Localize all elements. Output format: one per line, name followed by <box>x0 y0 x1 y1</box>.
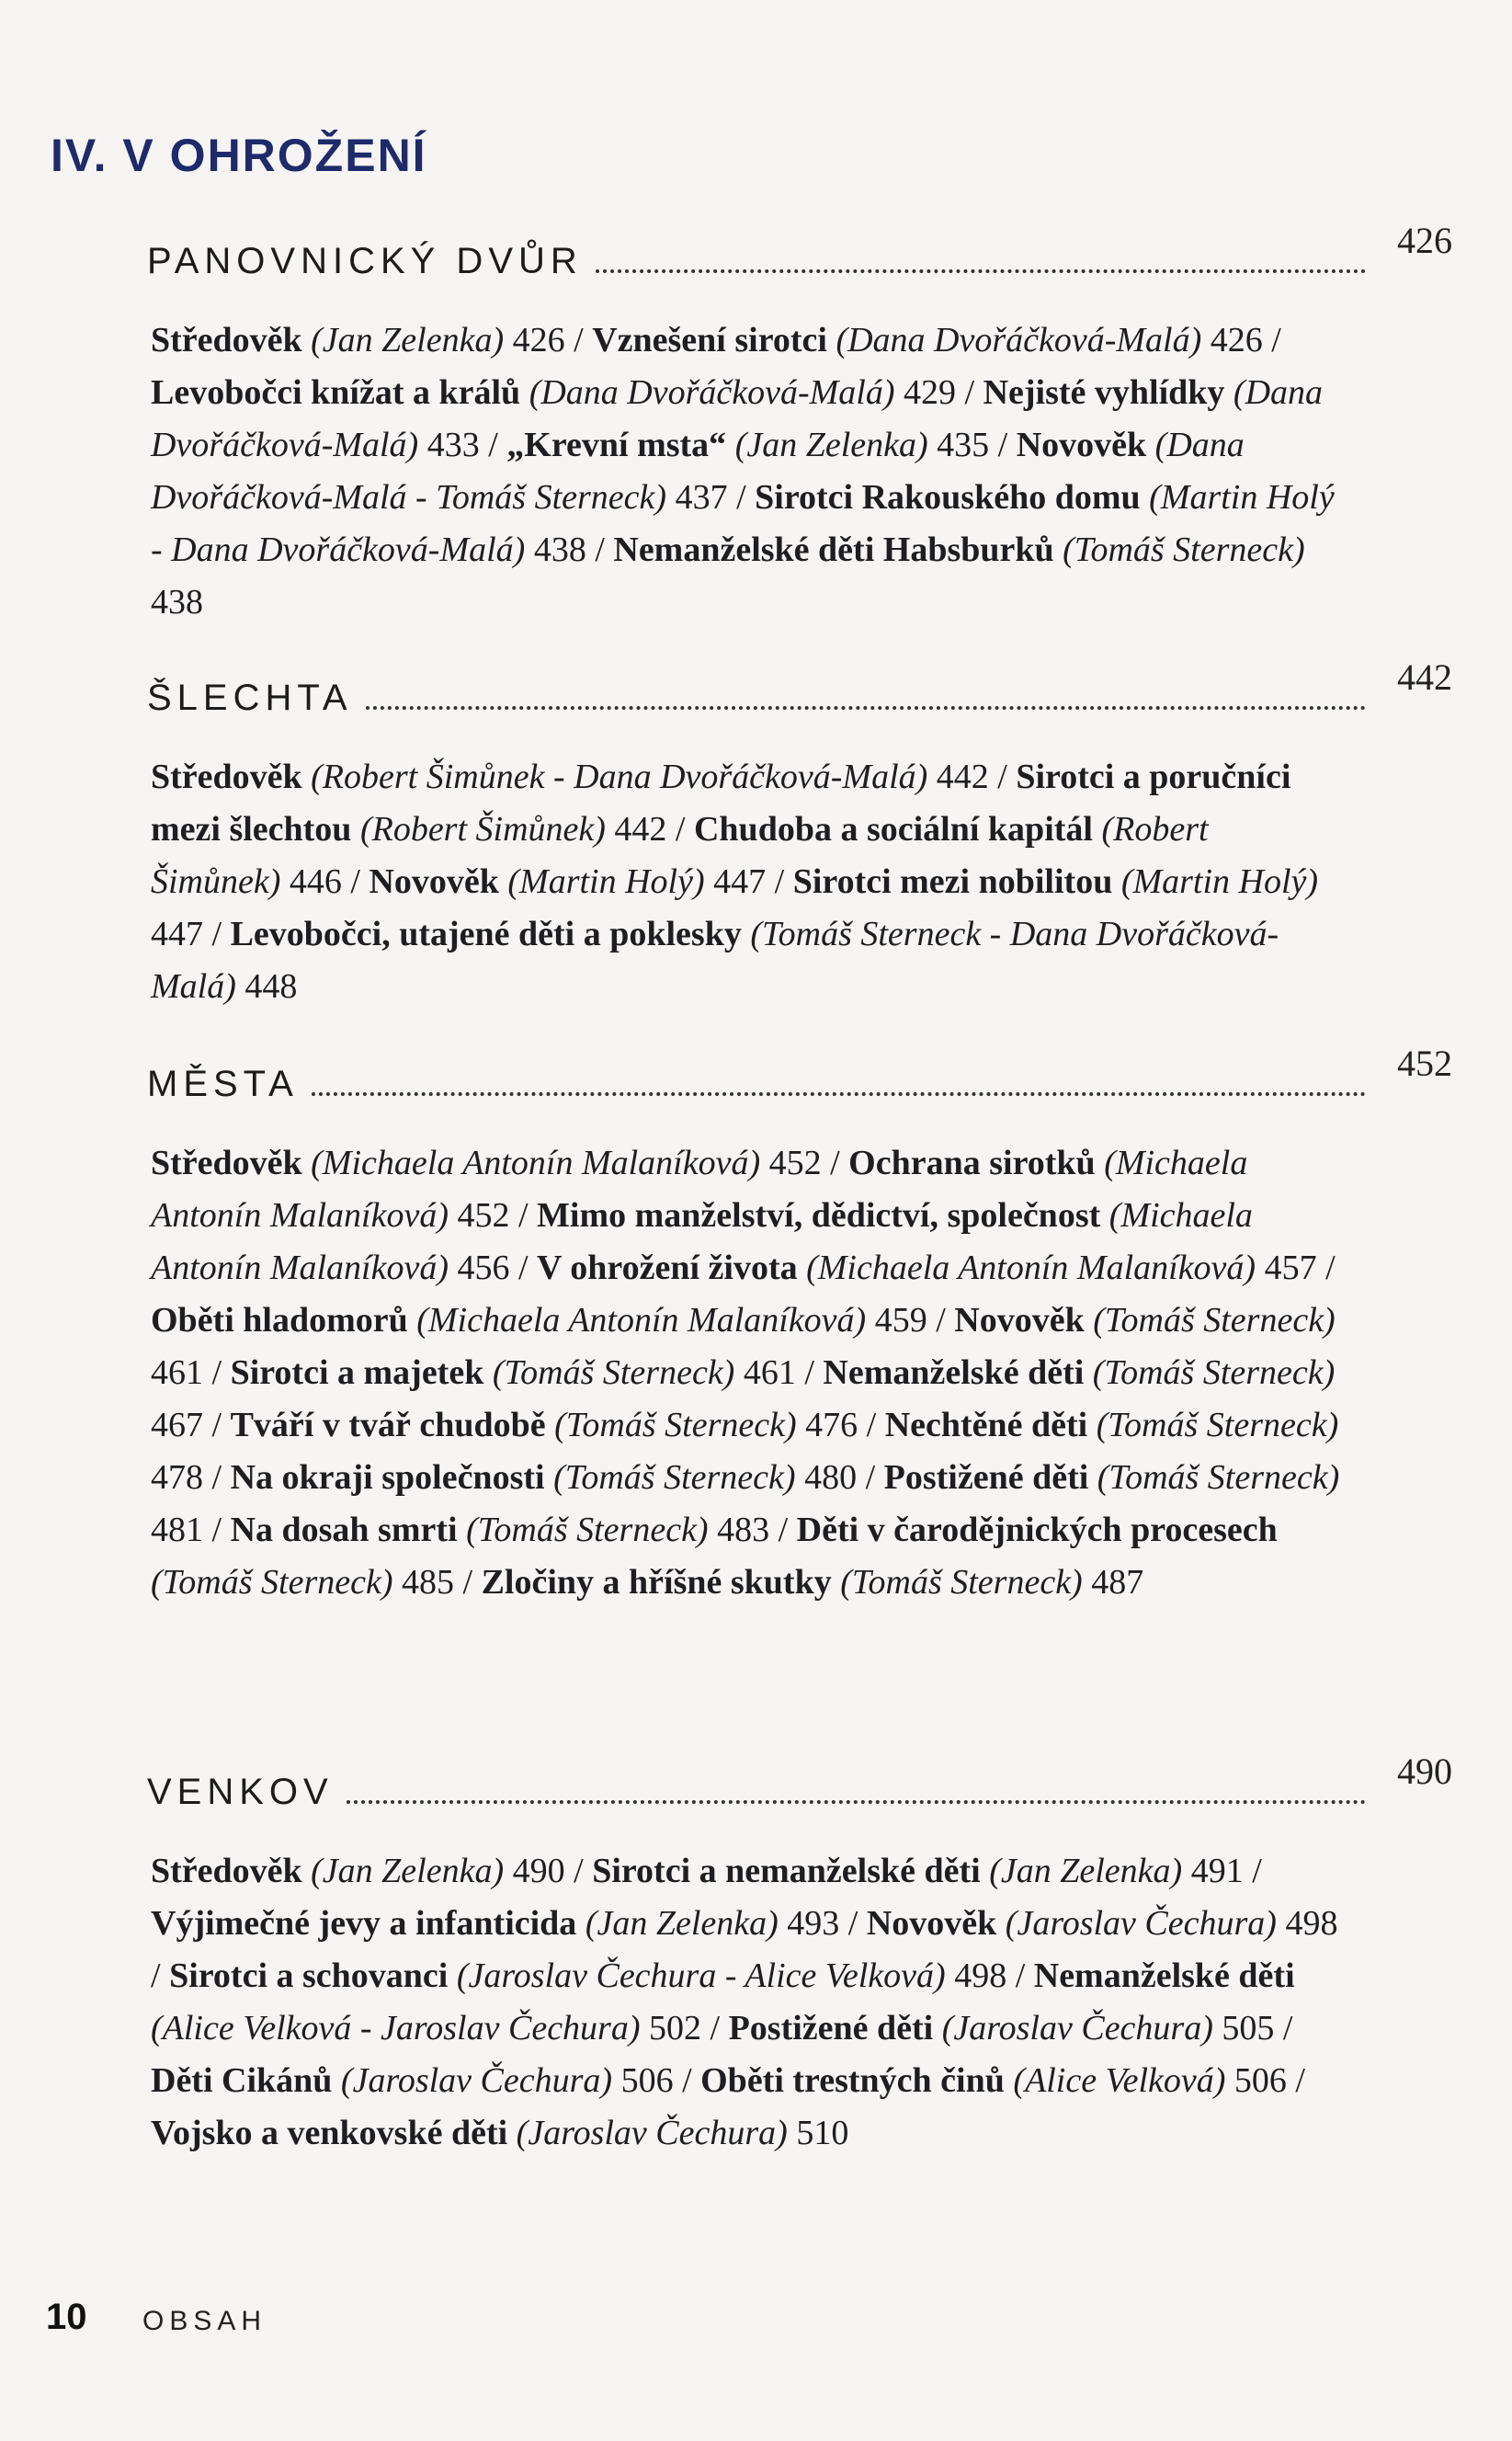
entry-page: 502 <box>649 2009 702 2047</box>
entry-author: (Tomáš Sterneck) <box>492 1353 735 1392</box>
section-page: 442 <box>1397 656 1452 698</box>
toc-entry: Novověk (Martin Holý) 447 / <box>369 862 793 901</box>
entry-title: Oběti trestných činů <box>700 2061 1005 2100</box>
toc-entry: Ochrana sirotků (Michaela Antonín Malaníková) 452 / <box>151 1144 1248 1235</box>
section-page: 426 <box>1397 220 1452 261</box>
section-page: 490 <box>1397 1751 1452 1792</box>
entry-page: 478 <box>151 1458 203 1497</box>
leader-dots <box>366 706 1366 710</box>
toc-entry <box>482 1563 1144 1602</box>
entry-author: (Tomáš Sterneck) <box>840 1563 1083 1602</box>
entry-page: 480 <box>804 1458 858 1497</box>
entry-page: 498 <box>1285 1904 1338 1943</box>
entry-author: (Jan Zelenka) <box>585 1904 779 1943</box>
entry-title: Nemanželské děti <box>823 1353 1085 1392</box>
entry-page: 438 <box>151 583 203 622</box>
entry-page: 435 <box>937 426 990 464</box>
entry-author: (Alice Velková) <box>1013 2061 1226 2100</box>
toc-entry: Sirotci mezi nobilitou (Martin Holý) 447 / <box>151 862 1319 953</box>
entry-page: 448 <box>244 967 298 1006</box>
entry-author: (Tomáš Sterneck) <box>1063 530 1305 569</box>
toc-entry: Výjimečné jevy a infanticida (Jan Zelenka) 493 / <box>151 1904 867 1943</box>
toc-entry: Děti v čarodějnických procesech (Tomáš Sterneck) 485 / <box>151 1511 1278 1602</box>
entry-title: Na dosah smrti <box>230 1511 458 1549</box>
entry-author: (Martin Holý - Dana Dvořáčková-Malá) <box>151 478 1335 569</box>
entry-page: 461 <box>151 1353 203 1392</box>
leader-dots <box>312 1092 1366 1096</box>
section-page: 452 <box>1397 1043 1452 1084</box>
toc-entry: V ohrožení života (Michaela Antonín Malaníková) 457 / <box>537 1249 1336 1287</box>
entry-page: 433 <box>426 426 480 464</box>
entry-author: (Michaela Antonín Malaníková) <box>151 1196 1253 1287</box>
toc-entry: Sirotci Rakouského domu (Martin Holý - Dana Dvořáčková-Malá) 438 / <box>151 478 1335 569</box>
entry-page: 490 <box>512 1852 565 1890</box>
entry-title: Levobočci, utajené děti a poklesky <box>230 915 742 953</box>
toc-entry: Sirotci a nemanželské děti (Jan Zelenka) 491 / <box>592 1852 1262 1890</box>
entry-title: Zločiny a hříšné skutky <box>481 1563 832 1602</box>
entry-title: Novověk <box>369 862 499 901</box>
entry-title: Levobočci knížat a králů <box>151 373 521 412</box>
entry-title: Nemanželské děti <box>1033 1956 1295 1995</box>
entry-list <box>151 1845 1346 2160</box>
entry-title: Sirotci mezi nobilitou <box>792 862 1113 901</box>
toc-entry <box>151 2114 848 2152</box>
entry-author: (Tomáš Sterneck) <box>1097 1458 1340 1497</box>
entry-title: Novověk <box>866 1904 997 1943</box>
entry-page: 467 <box>151 1406 203 1444</box>
entry-page: 485 <box>402 1563 454 1602</box>
entry-title: Sirotci Rakouského domu <box>755 478 1141 517</box>
toc-entry: Nemanželské děti (Tomáš Sterneck) 467 / <box>151 1353 1336 1444</box>
entry-title: Postižené děti <box>728 2009 934 2047</box>
entry-page: 426 <box>1210 321 1263 359</box>
entry-title: Nemanželské děti Habsburků <box>613 530 1054 569</box>
toc-entry: Chudoba a sociální kapitál (Robert Šimůnek) 446 / <box>151 810 1209 901</box>
section-heading <box>147 220 1452 294</box>
entry-author: (Tomáš Sterneck) <box>466 1511 709 1549</box>
entry-title: Vojsko a venkovské děti <box>151 2114 508 2152</box>
entry-page: 429 <box>904 373 956 412</box>
toc-entry: Nemanželské děti (Alice Velková - Jaroslav Čechura) 502 / <box>151 1956 1295 2047</box>
entry-title: Chudoba a sociální kapitál <box>693 810 1093 849</box>
entry-page: 442 <box>614 810 667 849</box>
toc-entry <box>151 915 1279 1006</box>
entry-author: (Jan Zelenka) <box>734 426 928 464</box>
entry-author: (Tomáš Sterneck) <box>1092 1353 1336 1392</box>
toc-entry: Středověk (Robert Šimůnek - Dana Dvořáčková-Malá) 442 / <box>151 758 1017 796</box>
entry-list <box>151 1137 1346 1609</box>
section-slechta <box>147 656 1452 1013</box>
section-title: VENKOV <box>147 1772 334 1812</box>
section-panovnicky-dvur <box>147 220 1452 629</box>
entry-title: Oběti hladomorů <box>151 1301 408 1340</box>
toc-entry: Sirotci a majetek (Tomáš Sterneck) 461 / <box>230 1353 824 1392</box>
toc-entry: Nejisté vyhlídky (Dana Dvořáčková-Malá) 433 / <box>151 373 1324 464</box>
toc-entry: Tváří v tvář chudobě (Tomáš Sterneck) 476 / <box>230 1406 885 1444</box>
toc-entry: Středověk (Jan Zelenka) 426 / <box>151 321 593 359</box>
entry-author: (Michaela Antonín Malaníková) <box>416 1301 867 1340</box>
toc-entry: Nechtěné děti (Tomáš Sterneck) 478 / <box>151 1406 1339 1497</box>
section-title: MĚSTA <box>147 1064 299 1104</box>
entry-author: (Michaela Antonín Malaníková) <box>151 1144 1248 1235</box>
entry-page: 506 <box>620 2061 674 2100</box>
entry-title: Středověk <box>151 1144 302 1182</box>
entry-author: (Robert Šimůnek) <box>359 810 606 849</box>
toc-entry: Novověk (Jaroslav Čechura) 498 / <box>151 1904 1338 1995</box>
entry-author: (Tomáš Sterneck) <box>1093 1301 1336 1340</box>
entry-title: Výjimečné jevy a infanticida <box>151 1904 577 1943</box>
section-venkov <box>147 1751 1452 2160</box>
entry-page: 457 <box>1264 1249 1317 1287</box>
section-heading <box>147 656 1452 731</box>
entry-title: V ohrožení života <box>537 1249 798 1287</box>
page-number: 10 <box>46 2297 87 2337</box>
toc-entry: Děti Cikánů (Jaroslav Čechura) 506 / <box>151 2061 701 2100</box>
entry-author: (Jan Zelenka) <box>311 321 505 359</box>
entry-title: Sirotci a poručníci mezi šlechtou <box>151 758 1291 849</box>
entry-author: (Tomáš Sterneck) <box>151 1563 393 1602</box>
entry-page: 452 <box>457 1196 510 1235</box>
entry-author: (Dana Dvořáčková-Malá) <box>529 373 895 412</box>
toc-entry: Sirotci a schovanci (Jaroslav Čechura - Alice Velková) 498 / <box>169 1956 1034 1995</box>
entry-page: 481 <box>151 1511 203 1549</box>
toc-entry: Levobočci knížat a králů (Dana Dvořáčková-Malá) 429 / <box>151 373 983 412</box>
entry-title: Tváří v tvář chudobě <box>230 1406 546 1444</box>
entry-author: (Jan Zelenka) <box>311 1852 505 1890</box>
entry-title: Novověk <box>954 1301 1085 1340</box>
entry-author: (Jan Zelenka) <box>989 1852 1183 1890</box>
entry-page: 498 <box>954 1956 1007 1995</box>
entry-title: Středověk <box>151 1852 302 1890</box>
toc-entry: Postižené děti (Jaroslav Čechura) 505 / <box>728 2009 1293 2047</box>
toc-entry: Středověk (Jan Zelenka) 490 / <box>151 1852 593 1890</box>
entry-page: 476 <box>805 1406 858 1444</box>
entry-list <box>151 314 1346 629</box>
entry-author: (Jaroslav Čechura - Alice Velková) <box>456 1956 946 1995</box>
entry-title: Postižené děti <box>883 1458 1089 1497</box>
entry-page: 442 <box>936 758 989 796</box>
entry-page: 483 <box>717 1511 770 1549</box>
entry-author: (Jaroslav Čechura) <box>1005 1904 1277 1943</box>
entry-page: 493 <box>787 1904 840 1943</box>
entry-title: Novověk <box>1016 426 1147 464</box>
entry-title: Sirotci a nemanželské děti <box>592 1852 981 1890</box>
entry-author: (Michaela Antonín Malaníková) <box>311 1144 761 1182</box>
toc-entry: Na dosah smrti (Tomáš Sterneck) 483 / <box>230 1511 797 1549</box>
toc-entry: Sirotci a poručníci mezi šlechtou (Robert Šimůnek) 442 / <box>151 758 1291 849</box>
entry-author: (Tomáš Sterneck) <box>553 1458 796 1497</box>
entry-title: Na okraji společnosti <box>230 1458 545 1497</box>
entry-page: 446 <box>289 862 342 901</box>
section-heading <box>147 1751 1452 1825</box>
entry-author: (Tomáš Sterneck) <box>554 1406 797 1444</box>
section-heading <box>147 1043 1452 1117</box>
entry-author: (Dana Dvořáčková-Malá) <box>836 321 1202 359</box>
entry-title: Středověk <box>151 321 302 359</box>
toc-entry: Na okraji společnosti (Tomáš Sterneck) 480 / <box>230 1458 884 1497</box>
entry-author: (Martin Holý) <box>1120 862 1319 901</box>
entry-title: „Krevní msta“ <box>506 426 727 464</box>
entry-author: (Alice Velková - Jaroslav Čechura) <box>151 2009 641 2047</box>
entry-author: (Dana Dvořáčková-Malá) <box>151 373 1324 464</box>
toc-entry: Postižené děti (Tomáš Sterneck) 481 / <box>151 1458 1340 1549</box>
section-mesta <box>147 1043 1452 1609</box>
toc-entry: „Krevní msta“ (Jan Zelenka) 435 / <box>506 426 1017 464</box>
entry-page: 461 <box>743 1353 796 1392</box>
entry-title: Nejisté vyhlídky <box>983 373 1225 412</box>
entry-page: 447 <box>713 862 767 901</box>
entry-page: 487 <box>1091 1563 1144 1602</box>
entry-author: (Dana Dvořáčková-Malá - Tomáš Sterneck) <box>151 426 1245 517</box>
entry-page: 491 <box>1190 1852 1244 1890</box>
toc-entry: Oběti hladomorů (Michaela Antonín Malaníková) 459 / <box>151 1301 955 1340</box>
entry-author: (Martin Holý) <box>507 862 705 901</box>
entry-page: 456 <box>457 1249 510 1287</box>
entry-author: (Michaela Antonín Malaníková) <box>806 1249 1256 1287</box>
entry-page: 426 <box>512 321 565 359</box>
toc-entry: Novověk (Dana Dvořáčková-Malá - Tomáš Sterneck) 437 / <box>151 426 1245 517</box>
entry-title: Děti Cikánů <box>151 2061 333 2100</box>
part-title: IV. V OHROŽENÍ <box>51 130 427 181</box>
entry-page: 452 <box>768 1144 822 1182</box>
entry-title: Mimo manželství, dědictví, společnost <box>537 1196 1101 1235</box>
entry-author: (Tomáš Sterneck) <box>1096 1406 1339 1444</box>
running-footer: OBSAH <box>142 2306 267 2336</box>
entry-title: Sirotci a schovanci <box>169 1956 449 1995</box>
toc-entry: Středověk (Michaela Antonín Malaníková) 452 / <box>151 1144 849 1182</box>
entry-title: Nechtěné děti <box>884 1406 1088 1444</box>
entry-author: (Jaroslav Čechura) <box>516 2114 788 2152</box>
entry-list <box>151 751 1346 1013</box>
section-title: PANOVNICKÝ DVŮR <box>147 241 583 281</box>
entry-page: 506 <box>1233 2061 1287 2100</box>
entry-title: Ochrana sirotků <box>848 1144 1096 1182</box>
entry-author: (Robert Šimůnek) <box>151 810 1209 901</box>
entry-page: 505 <box>1222 2009 1275 2047</box>
entry-title: Středověk <box>151 758 302 796</box>
toc-entry: Oběti trestných činů (Alice Velková) 506 / <box>700 2061 1305 2100</box>
entry-page: 510 <box>796 2114 849 2152</box>
entry-author: (Jaroslav Čechura) <box>941 2009 1213 2047</box>
toc-entry: Mimo manželství, dědictví, společnost (Michaela Antonín Malaníková) 456 / <box>151 1196 1253 1287</box>
entry-title: Sirotci a majetek <box>230 1353 484 1392</box>
entry-title: Vznešení sirotci <box>592 321 827 359</box>
entry-author: (Jaroslav Čechura) <box>340 2061 613 2100</box>
section-title: ŠLECHTA <box>147 678 353 718</box>
entry-title: Děti v čarodějnických procesech <box>796 1511 1278 1549</box>
entry-page: 447 <box>151 915 203 953</box>
toc-entry: Novověk (Tomáš Sterneck) 461 / <box>151 1301 1336 1392</box>
entry-author: (Robert Šimůnek - Dana Dvořáčková-Malá) <box>311 758 928 796</box>
entry-author: (Tomáš Sterneck - Dana Dvořáčková-Malá) <box>151 915 1279 1006</box>
entry-page: 438 <box>533 530 586 569</box>
leader-dots <box>596 269 1366 273</box>
entry-page: 459 <box>874 1301 927 1340</box>
toc-entry: Vznešení sirotci (Dana Dvořáčková-Malá) 426 / <box>592 321 1281 359</box>
leader-dots <box>347 1800 1366 1804</box>
entry-page: 437 <box>675 478 728 517</box>
